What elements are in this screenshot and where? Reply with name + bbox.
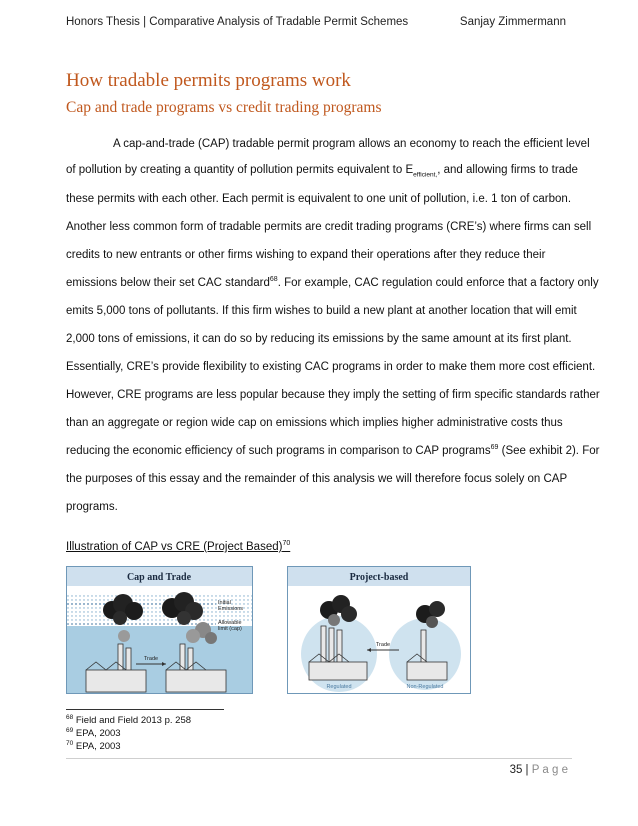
body-line-7: emits 5,000 tons of pollutants. If this firm wishes to build a new plant at another location that will emit [66,305,577,317]
section-heading: How tradable permits programs work [66,70,351,91]
body-line-1: A cap-and-trade (CAP) tradable permit program allows an economy to reach the efficient level [113,138,590,150]
subsection-heading: Cap and trade programs vs credit trading programs [66,99,382,116]
svg-text:Trade: Trade [143,656,159,662]
footnote-ref-69[interactable]: 69 [490,444,499,452]
svg-text:Allowable: Allowable [218,620,242,626]
body-line-4: Another less common form of tradable permits are credit trading programs (CRE’s) where firms can sell [66,221,592,233]
footnote-separator [66,709,224,710]
body-line-10: However, CRE programs are less popular because they imply the setting of firm specific standards rather [66,389,600,401]
cap-and-trade-figure [66,566,253,694]
body-line-9: Essentially, CRE’s provide flexibility to existing CAC programs in order to make them more cost efficient. [66,361,596,373]
body-line-8: 2,000 tons of emissions, it can do so by reducing its emissions by the same amount at its first plant. [66,333,572,345]
body-line-12: reducing the economic efficiency of such programs in comparison to CAP programs$^{69}$ (See exhibit 2). For [66,444,600,457]
svg-text:Regulated: Regulated [326,684,352,690]
svg-text:Trade: Trade [375,642,391,648]
project-based-figure [287,566,471,694]
body-line-11: than an aggregate or region wide cap on emissions which implies higher administrative costs thus [66,417,563,429]
page-number: 35 | P a g e [509,764,568,776]
header-author: Sanjay Zimmermann [459,16,566,28]
footnote-69: $^{69}$ EPA, 2003 [66,726,121,739]
footnote-68: $^{68}$ Field and Field 2013 p. 258 [66,713,192,726]
body-line-13: the purposes of this essay and the remainder of this analysis we will therefore focus solely on CAP [66,473,568,485]
body-line-14: programs. [66,501,118,513]
body-line-5: credits to new entrants or other firms wishing to expand their operations after they reduce their [66,249,546,261]
svg-text:Non-Regulated: Non-Regulated [406,684,444,690]
project-based-panel-title: Project-based [349,572,409,583]
header-title: Honors Thesis | Comparative Analysis of Tradable Permit Schemes [66,16,409,28]
footnote-70: $^{70}$ EPA, 2003 [66,739,121,752]
footer-rule [66,758,572,759]
body-line-6: emissions below their set CAC standard$^{68}$. For example, CAC regulation could enforce that a factory only [66,276,599,289]
cap-trade-panel-title: Cap and Trade [126,572,192,583]
body-line-3: these permits with each other. Each permit is equivalent to one unit of pollution, i.e. 1 ton of carbon. [66,193,572,205]
svg-text:limit (cap): limit (cap) [218,626,242,632]
svg-text:Emissions: Emissions [218,606,244,612]
body-line-2: of pollution by creating a quantity of pollution permits equivalent to $E_{efficient,}$, and allowing firms to trade [66,164,578,179]
footnote-ref-70[interactable]: 70 [282,540,291,548]
illustration-title: Illustration of CAP vs CRE (Project Based)$^{70}$ [66,540,291,553]
footnote-ref-68[interactable]: 68 [269,276,278,284]
svg-text:Initial: Initial [218,600,231,606]
